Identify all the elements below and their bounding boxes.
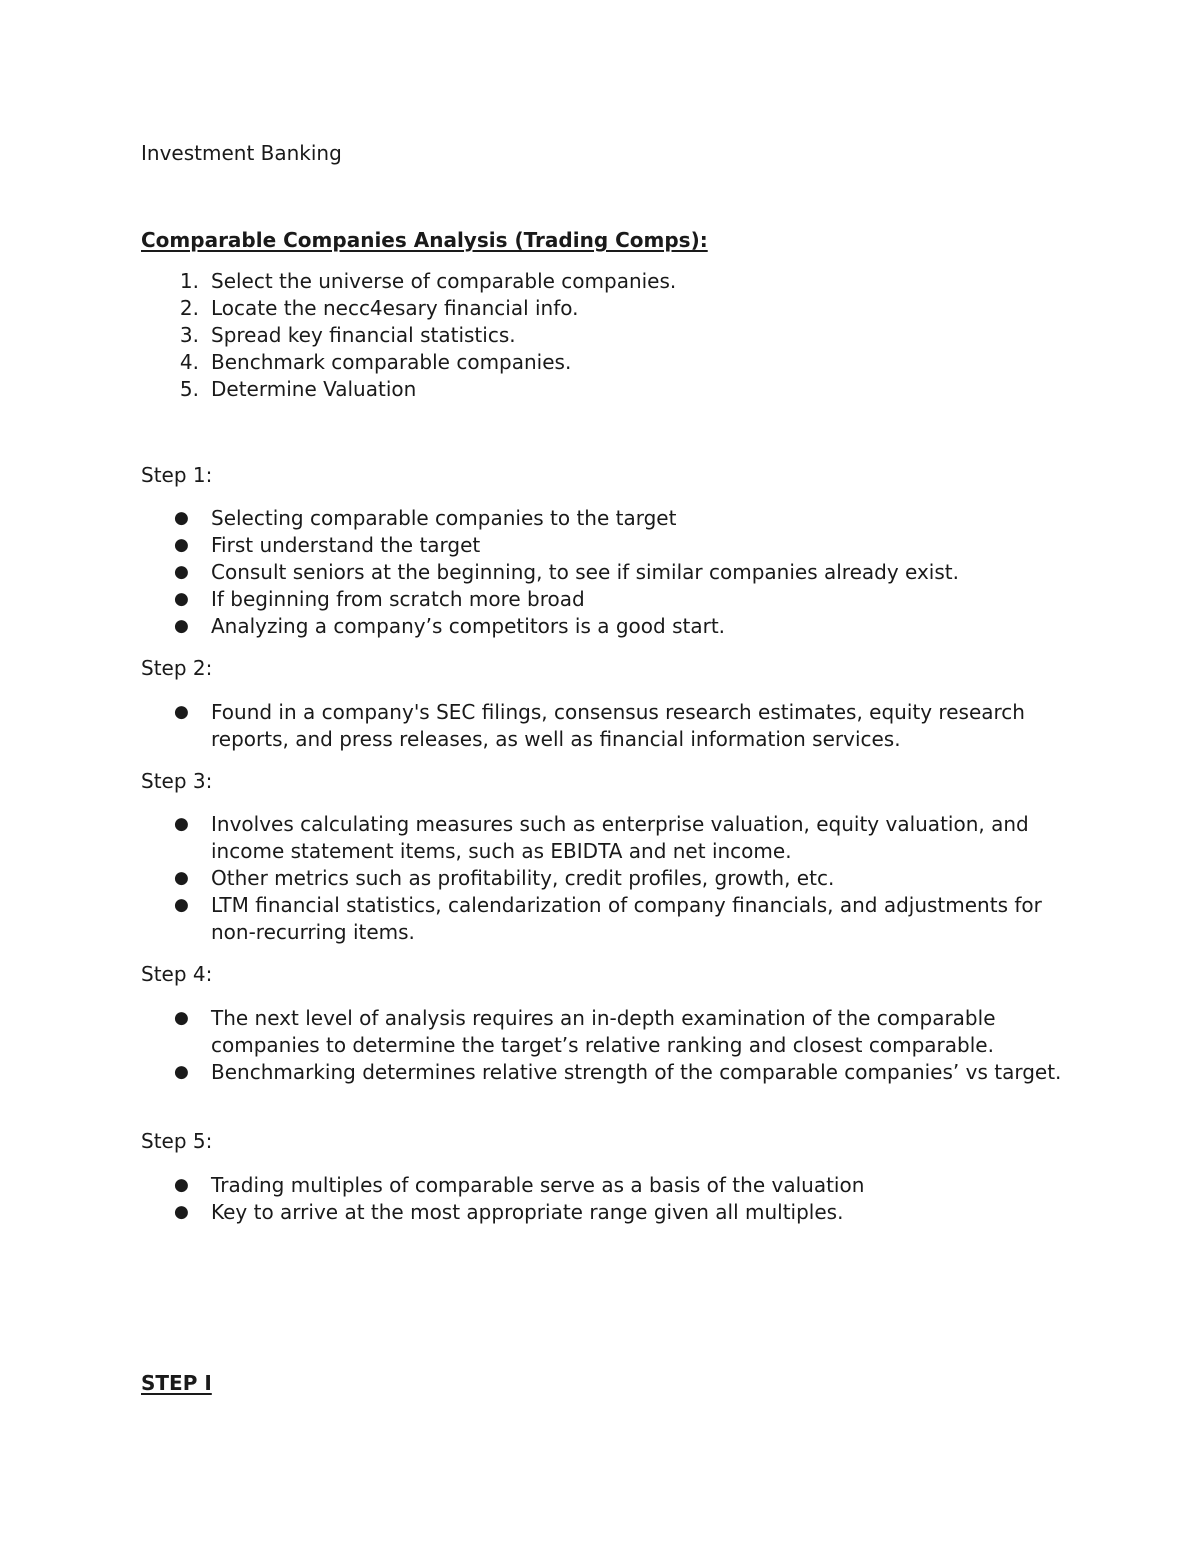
bullet-icon: ● [174,589,189,609]
step-1-label: Step 1: [141,463,213,487]
document-title: Investment Banking [141,141,342,165]
step-4-bullets [0,1005,1200,1086]
bullet-text: Trading multiples of comparable serve as a basis of the valuation [211,1173,865,1197]
step-3-label: Step 3: [141,769,213,793]
list-item [0,532,1091,559]
step-2-bullets [0,699,1200,753]
section-heading: Comparable Companies Analysis (Trading Comps): [141,228,708,252]
bullet-text: Involves calculating measures such as enterprise valuation, equity valuation, and income statement items, such as EBIDTA and net income. [211,812,1029,863]
list-number: 4. [179,350,199,374]
bullet-icon: ● [174,1175,189,1195]
list-number: 3. [179,323,199,347]
bullet-text: Selecting comparable companies to the target [211,506,677,530]
bullet-icon: ● [174,535,189,555]
step-1-bullets [0,505,1200,640]
step-3-bullets [0,811,1200,946]
bullet-icon: ● [174,868,189,888]
list-item [0,268,1091,295]
list-item-text: Spread key financial statistics. [211,323,516,347]
list-item [0,349,1091,376]
bullet-text: LTM financial statistics, calendarization of company financials, and adjustments for non-recurring items. [211,893,1042,944]
list-item-text: Benchmark comparable companies. [211,350,572,374]
list-item-text: Select the universe of comparable companies. [211,269,677,293]
list-item [0,376,1091,403]
bullet-text: The next level of analysis requires an in-depth examination of the comparable companies to determine the target’s relative ranking and closest comparable. [211,1006,996,1057]
step-4-label: Step 4: [141,962,213,986]
bullet-text: Analyzing a company’s competitors is a good start. [211,614,726,638]
footer-heading: STEP I [141,1371,212,1395]
list-number: 5. [179,377,199,401]
list-number: 1. [179,269,199,293]
step-5-bullets [0,1172,1200,1226]
list-item [0,1199,1091,1226]
bullet-icon: ● [174,562,189,582]
bullet-icon: ● [174,814,189,834]
list-item [0,892,1091,946]
bullet-text: Other metrics such as profitability, credit profiles, growth, etc. [211,866,835,890]
bullet-icon: ● [174,616,189,636]
list-number: 2. [179,296,199,320]
list-item [0,586,1091,613]
list-item [0,699,1091,753]
bullet-icon: ● [174,1008,189,1028]
bullet-text: If beginning from scratch more broad [211,587,585,611]
bullet-icon: ● [174,508,189,528]
step-5-label: Step 5: [141,1129,213,1153]
list-item [0,613,1091,640]
bullet-text: Found in a company's SEC filings, consensus research estimates, equity research reports, and press releases, as well as financial information services. [211,700,1025,751]
step-2-label: Step 2: [141,656,213,680]
bullet-icon: ● [174,1202,189,1222]
list-item [0,811,1091,865]
bullet-text: Benchmarking determines relative strength of the comparable companies’ vs target. [211,1060,1062,1084]
list-item [0,865,1091,892]
list-item-text: Determine Valuation [211,377,417,401]
list-item [0,1172,1091,1199]
list-item [0,322,1091,349]
bullet-text: Consult seniors at the beginning, to see if similar companies already exist. [211,560,959,584]
list-item [0,505,1091,532]
list-item [0,1059,1091,1086]
list-item-text: Locate the necc4esary financial info. [211,296,579,320]
list-item [0,295,1091,322]
numbered-list [0,268,1200,403]
bullet-icon: ● [174,1062,189,1082]
list-item [0,559,1091,586]
list-item [0,1005,1091,1059]
bullet-icon: ● [174,702,189,722]
bullet-text: Key to arrive at the most appropriate range given all multiples. [211,1200,844,1224]
bullet-text: First understand the target [211,533,481,557]
bullet-icon: ● [174,895,189,915]
